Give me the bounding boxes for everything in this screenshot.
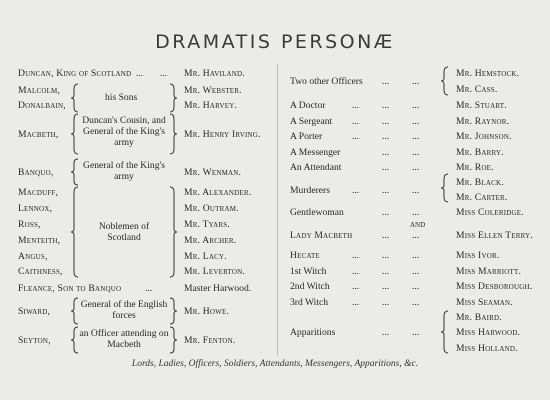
actor-leverton: Mr. Leverton. xyxy=(184,266,245,277)
leader-dots: ... xyxy=(352,250,360,261)
leader-dots: ... xyxy=(352,297,360,308)
left-brace xyxy=(440,66,450,96)
leader-dots: ... xyxy=(382,327,390,338)
actor-ellen-terry: Miss Ellen Terry. xyxy=(456,230,533,241)
role-2nd-witch: 2nd Witch xyxy=(290,281,330,292)
role-malcolm: Malcolm, xyxy=(18,85,61,96)
role-lady-macbeth: Lady Macbeth xyxy=(290,230,353,241)
leader-dots: ... xyxy=(382,131,390,142)
actor-archer: Mr. Archer. xyxy=(184,235,237,246)
leader-dots: ... xyxy=(412,281,420,292)
actor-coleridge: Miss Coleridge. xyxy=(456,207,524,218)
actor-harvey: Mr. Harvey. xyxy=(184,100,238,111)
role-macduff: Macduff, xyxy=(18,187,59,198)
role-fleance: Fleance, Son to Banquo xyxy=(18,283,122,294)
leader-dots: ... xyxy=(382,281,390,292)
right-brace xyxy=(168,326,178,354)
left-brace xyxy=(440,173,450,203)
actor-roe: Mr. Roe. xyxy=(456,162,494,173)
right-brace xyxy=(168,83,178,113)
desc-seyton: an Officer attending on Macbeth xyxy=(79,328,169,350)
actor-outram: Mr. Outram. xyxy=(184,203,239,214)
actor-howe: Mr. Howe. xyxy=(184,306,230,317)
leader-dots: ... xyxy=(412,116,420,127)
actor-miss-harwood: Miss Harwood. xyxy=(456,327,521,338)
leader-dots: ... xyxy=(412,162,420,173)
left-brace xyxy=(70,83,80,113)
column-divider xyxy=(277,64,278,356)
leader-dots: ... xyxy=(382,185,390,196)
left-brace xyxy=(70,186,80,278)
leader-dots: ... xyxy=(136,68,144,79)
role-banquo: Banquo, xyxy=(18,167,54,178)
role-attendant: An Attendant xyxy=(290,162,342,173)
role-donalbain: Donalbain, xyxy=(18,100,66,111)
role-duncan: Duncan, King of Scotland xyxy=(18,68,132,79)
actor-cass: Mr. Cass. xyxy=(456,84,498,95)
actor-webster: Mr. Webster. xyxy=(184,85,242,96)
actor-barry: Mr. Barry. xyxy=(456,147,504,158)
actor-seaman: Miss Seaman. xyxy=(456,297,513,308)
leader-dots: ... xyxy=(382,250,390,261)
right-brace xyxy=(168,113,178,155)
leader-dots: ... xyxy=(352,100,360,111)
leader-dots: ... xyxy=(382,100,390,111)
actor-baird: Mr. Baird. xyxy=(456,312,502,323)
role-lennox: Lennox, xyxy=(18,203,53,214)
leader-dots: ... xyxy=(412,266,420,277)
leader-dots: ... xyxy=(382,147,390,158)
desc-macbeth: Duncan's Cousin, and General of the King's army xyxy=(82,115,166,148)
actor-hemstock: Mr. Hemstock. xyxy=(456,68,520,79)
leader-dots: ... xyxy=(352,185,360,196)
leader-dots: ... xyxy=(382,207,390,218)
role-murderers: Murderers xyxy=(290,185,330,196)
actor-alexander: Mr. Alexander. xyxy=(184,187,252,198)
role-siward: Siward, xyxy=(18,306,51,317)
actor-haviland: Mr. Haviland. xyxy=(184,68,245,79)
leader-dots: ... xyxy=(382,116,390,127)
leader-dots: ... xyxy=(145,283,153,294)
role-angus: Angus, xyxy=(18,251,48,262)
role-macbeth: Macbeth, xyxy=(18,129,59,140)
right-brace xyxy=(168,297,178,325)
role-doctor: A Doctor xyxy=(290,100,326,111)
actor-marriott: Miss Marriott. xyxy=(456,266,522,277)
desc-siward: General of the English forces xyxy=(80,299,168,321)
role-sergeant: A Sergeant xyxy=(290,116,333,127)
role-porter: A Porter xyxy=(290,131,323,142)
leader-dots: ... xyxy=(412,147,420,158)
role-ross: Ross, xyxy=(18,219,41,230)
role-menteith: Menteith, xyxy=(18,235,61,246)
leader-dots: ... xyxy=(412,207,420,218)
leader-dots: ... xyxy=(382,76,390,87)
role-hecate: Hecate xyxy=(290,250,320,261)
leader-dots: ... xyxy=(382,266,390,277)
leader-dots: ... xyxy=(412,131,420,142)
role-seyton: Seyton, xyxy=(18,335,51,346)
page-title: DRAMATIS PERSONÆ xyxy=(155,31,395,53)
right-brace xyxy=(168,186,178,278)
actor-holland: Miss Holland. xyxy=(456,343,518,354)
role-caithness: Caithness, xyxy=(18,266,63,277)
leader-dots: ... xyxy=(352,116,360,127)
leader-dots: ... xyxy=(412,250,420,261)
leader-dots: ... xyxy=(160,68,168,79)
actor-stuart: Mr. Stuart. xyxy=(456,100,507,111)
desc-his-sons: his Sons xyxy=(105,92,138,103)
actor-tyars: Mr. Tyars. xyxy=(184,219,230,230)
leader-dots: ... xyxy=(382,162,390,173)
role-1st-witch: 1st Witch xyxy=(290,266,327,277)
desc-noblemen: Noblemen of Scotland xyxy=(98,221,150,243)
role-two-officers: Two other Officers xyxy=(290,76,363,87)
leader-dots: ... xyxy=(382,230,390,241)
role-messenger: A Messenger xyxy=(290,147,341,158)
actor-lacy: Mr. Lacy. xyxy=(184,251,227,262)
actor-raynor: Mr. Raynor. xyxy=(456,116,510,127)
leader-dots: ... xyxy=(352,131,360,142)
desc-banquo: General of the King's army xyxy=(83,160,165,182)
leader-dots: ... xyxy=(412,185,420,196)
left-brace xyxy=(440,310,450,354)
actor-wenman: Mr. Wenman. xyxy=(184,167,242,178)
leader-dots: ... xyxy=(352,266,360,277)
actor-johnson: Mr. Johnson. xyxy=(456,131,512,142)
leader-dots: ... xyxy=(412,327,420,338)
leader-dots: ... xyxy=(382,297,390,308)
leader-dots: ... xyxy=(412,297,420,308)
leader-dots: ... xyxy=(412,76,420,87)
and-label: AND xyxy=(410,221,426,229)
left-brace xyxy=(70,297,80,325)
leader-dots: ... xyxy=(412,100,420,111)
leader-dots: ... xyxy=(412,230,420,241)
actor-carter: Mr. Carter. xyxy=(456,192,508,203)
role-gentlewoman: Gentlewoman xyxy=(290,207,344,218)
footer-note: Lords, Ladies, Officers, Soldiers, Attendants, Messengers, Apparitions, &c. xyxy=(131,359,419,369)
role-3rd-witch: 3rd Witch xyxy=(290,297,329,308)
actor-ivor: Miss Ivor. xyxy=(456,250,500,261)
actor-black: Mr. Black. xyxy=(456,177,504,188)
leader-dots: ... xyxy=(352,281,360,292)
role-apparitions: Apparitions xyxy=(290,327,336,338)
actor-desborough: Miss Desborough. xyxy=(456,281,533,292)
actor-master-harwood: Master Harwood. xyxy=(184,283,252,294)
actor-fenton: Mr. Fenton. xyxy=(184,335,236,346)
actor-henry-irving: Mr. Henry Irving. xyxy=(184,129,261,140)
